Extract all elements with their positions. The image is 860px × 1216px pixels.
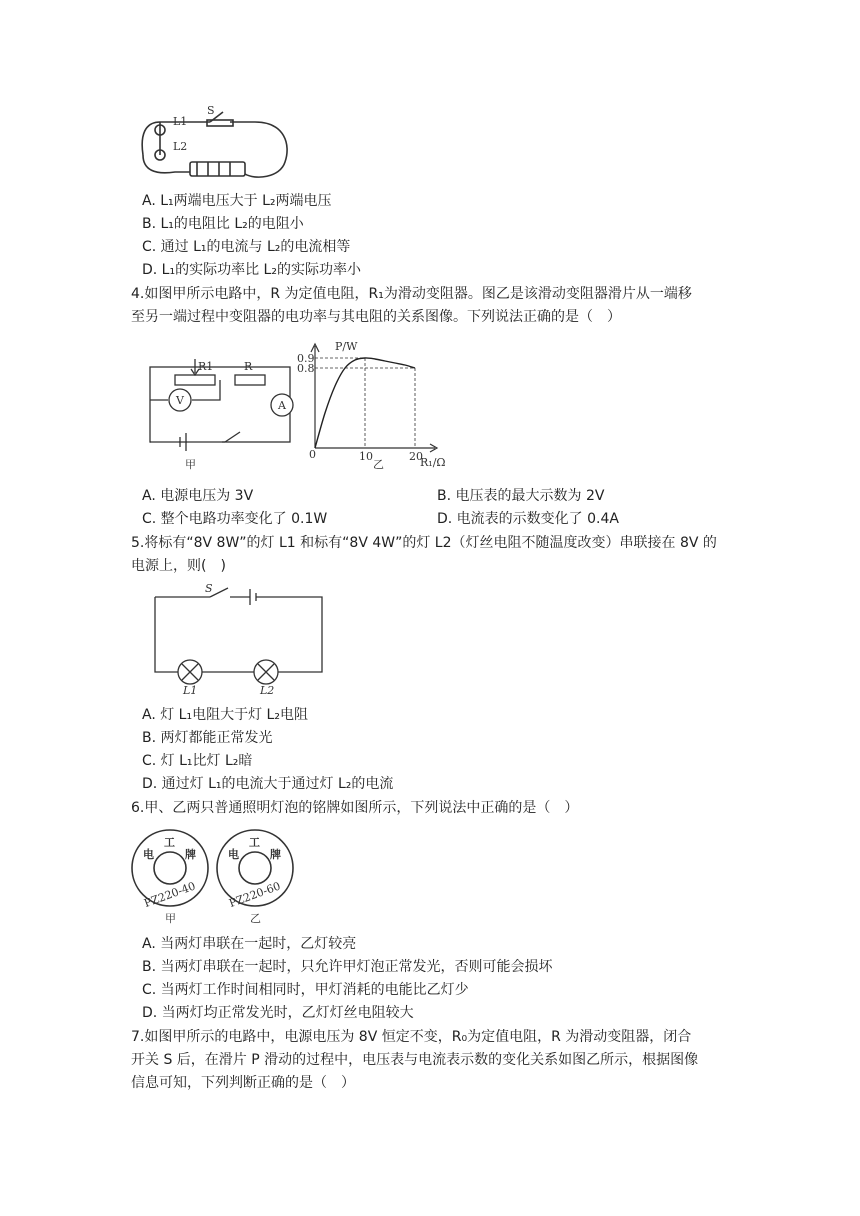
q4-label-voltmeter: V [176,394,184,407]
q4-stem-line2: 至另一端过程中变阻器的电功率与其电阻的关系图像。下列说法正确的是（ ） [131,309,621,325]
q4-origin-label: 0 [309,448,316,461]
q4-caption-jia: 甲 [185,458,196,471]
q4-y-tick-0.9: 0.9 [297,352,315,365]
q5-label-switch: S [205,582,213,595]
q6-stem: 6.甲、乙两只普通照明灯泡的铭牌如图所示，下列说法中正确的是（ ） [131,800,579,816]
q6-jia-rating: PZ220-40 [142,879,198,911]
q4-option-d: D. 电流表的示数变化了 0.4A [437,511,619,527]
q5-stem-line2: 电源上，则( ) [131,558,226,574]
q4-circuit-figure [140,355,300,475]
q4-power-resistance-graph [295,338,455,478]
q4-option-a: A. 电源电压为 3V [142,488,254,504]
q3-option-c: C. 通过 L₁的电流与 L₂的电流相等 [142,239,351,255]
q4-y-tick-0.8: 0.8 [297,362,315,375]
q6-option-d: D. 当两灯均正常发光时，乙灯灯丝电阻较大 [142,1005,414,1021]
q4-option-b: B. 电压表的最大示数为 2V [437,488,605,504]
q5-label-l1: L1 [183,684,198,697]
q5-circuit-figure [150,582,330,697]
q7-stem-line3: 信息可知，下列判断正确的是（ ） [131,1075,355,1091]
q4-label-ammeter: A [278,399,286,412]
q6-jia-char-3: 牌 [185,848,196,861]
q5-option-d: D. 通过灯 L₁的电流大于通过灯 L₂的电流 [142,776,394,792]
q3-option-a: A. L₁两端电压大于 L₂两端电压 [142,193,332,209]
q5-stem-line1: 5.将标有“8V 8W”的灯 L1 和标有“8V 4W”的灯 L2（灯丝电阻不随温度改变）串联接在 8V 的 [131,535,717,551]
q5-option-a: A. 灯 L₁电阻大于灯 L₂电阻 [142,707,308,723]
q3-label-switch: S [207,104,215,117]
q5-option-c: C. 灯 L₁比灯 L₂暗 [142,753,253,769]
q7-stem-line1: 7.如图甲所示的电路中，电源电压为 8V 恒定不变，R₀为定值电阻，R 为滑动变阻器，闭合 [131,1029,692,1045]
q3-label-l1: L1 [173,115,188,128]
q3-circuit-figure [135,100,295,188]
q6-option-b: B. 当两灯串联在一起时，只允许甲灯泡正常发光，否则可能会损坏 [142,959,553,975]
q5-option-b: B. 两灯都能正常发光 [142,730,273,746]
q3-option-d: D. L₁的实际功率比 L₂的实际功率小 [142,262,361,278]
q4-label-r1: R1 [198,360,214,373]
q6-jia-char-2: 工 [164,836,175,849]
q6-yi-char-2: 工 [249,836,260,849]
q7-stem-line2: 开关 S 后，在滑片 P 滑动的过程中，电压表与电流表示数的变化关系如图乙所示，根据图像 [131,1052,699,1068]
q4-x-tick-20: 20 [409,450,423,463]
q4-label-r: R [244,360,253,373]
q6-jia-char-1: 电 [143,848,154,861]
q4-caption-yi: 乙 [373,458,384,471]
q6-option-a: A. 当两灯串联在一起时，乙灯较亮 [142,936,357,952]
q6-caption-yi: 乙 [250,912,261,925]
q6-caption-jia: 甲 [165,912,176,925]
q3-option-b: B. L₁的电阻比 L₂的电阻小 [142,216,304,232]
q6-yi-rating: PZ220-60 [227,879,283,911]
q4-x-tick-10: 10 [359,450,373,463]
q6-yi-char-3: 牌 [270,848,281,861]
q6-yi-char-1: 电 [228,848,239,861]
q6-nameplates-figure [130,826,310,926]
q6-option-c: C. 当两灯工作时间相同时，甲灯消耗的电能比乙灯少 [142,982,469,998]
q4-stem-line1: 4.如图甲所示电路中，R 为定值电阻，R₁为滑动变阻器。图乙是该滑动变阻器滑片从一端移 [131,286,692,302]
q4-option-c: C. 整个电路功率变化了 0.1W [142,511,328,527]
q3-label-l2: L2 [173,140,188,153]
q5-label-l2: L2 [260,684,275,697]
q4-x-axis-label: R₁/Ω [420,456,446,469]
q4-y-axis-label: P/W [335,340,358,353]
